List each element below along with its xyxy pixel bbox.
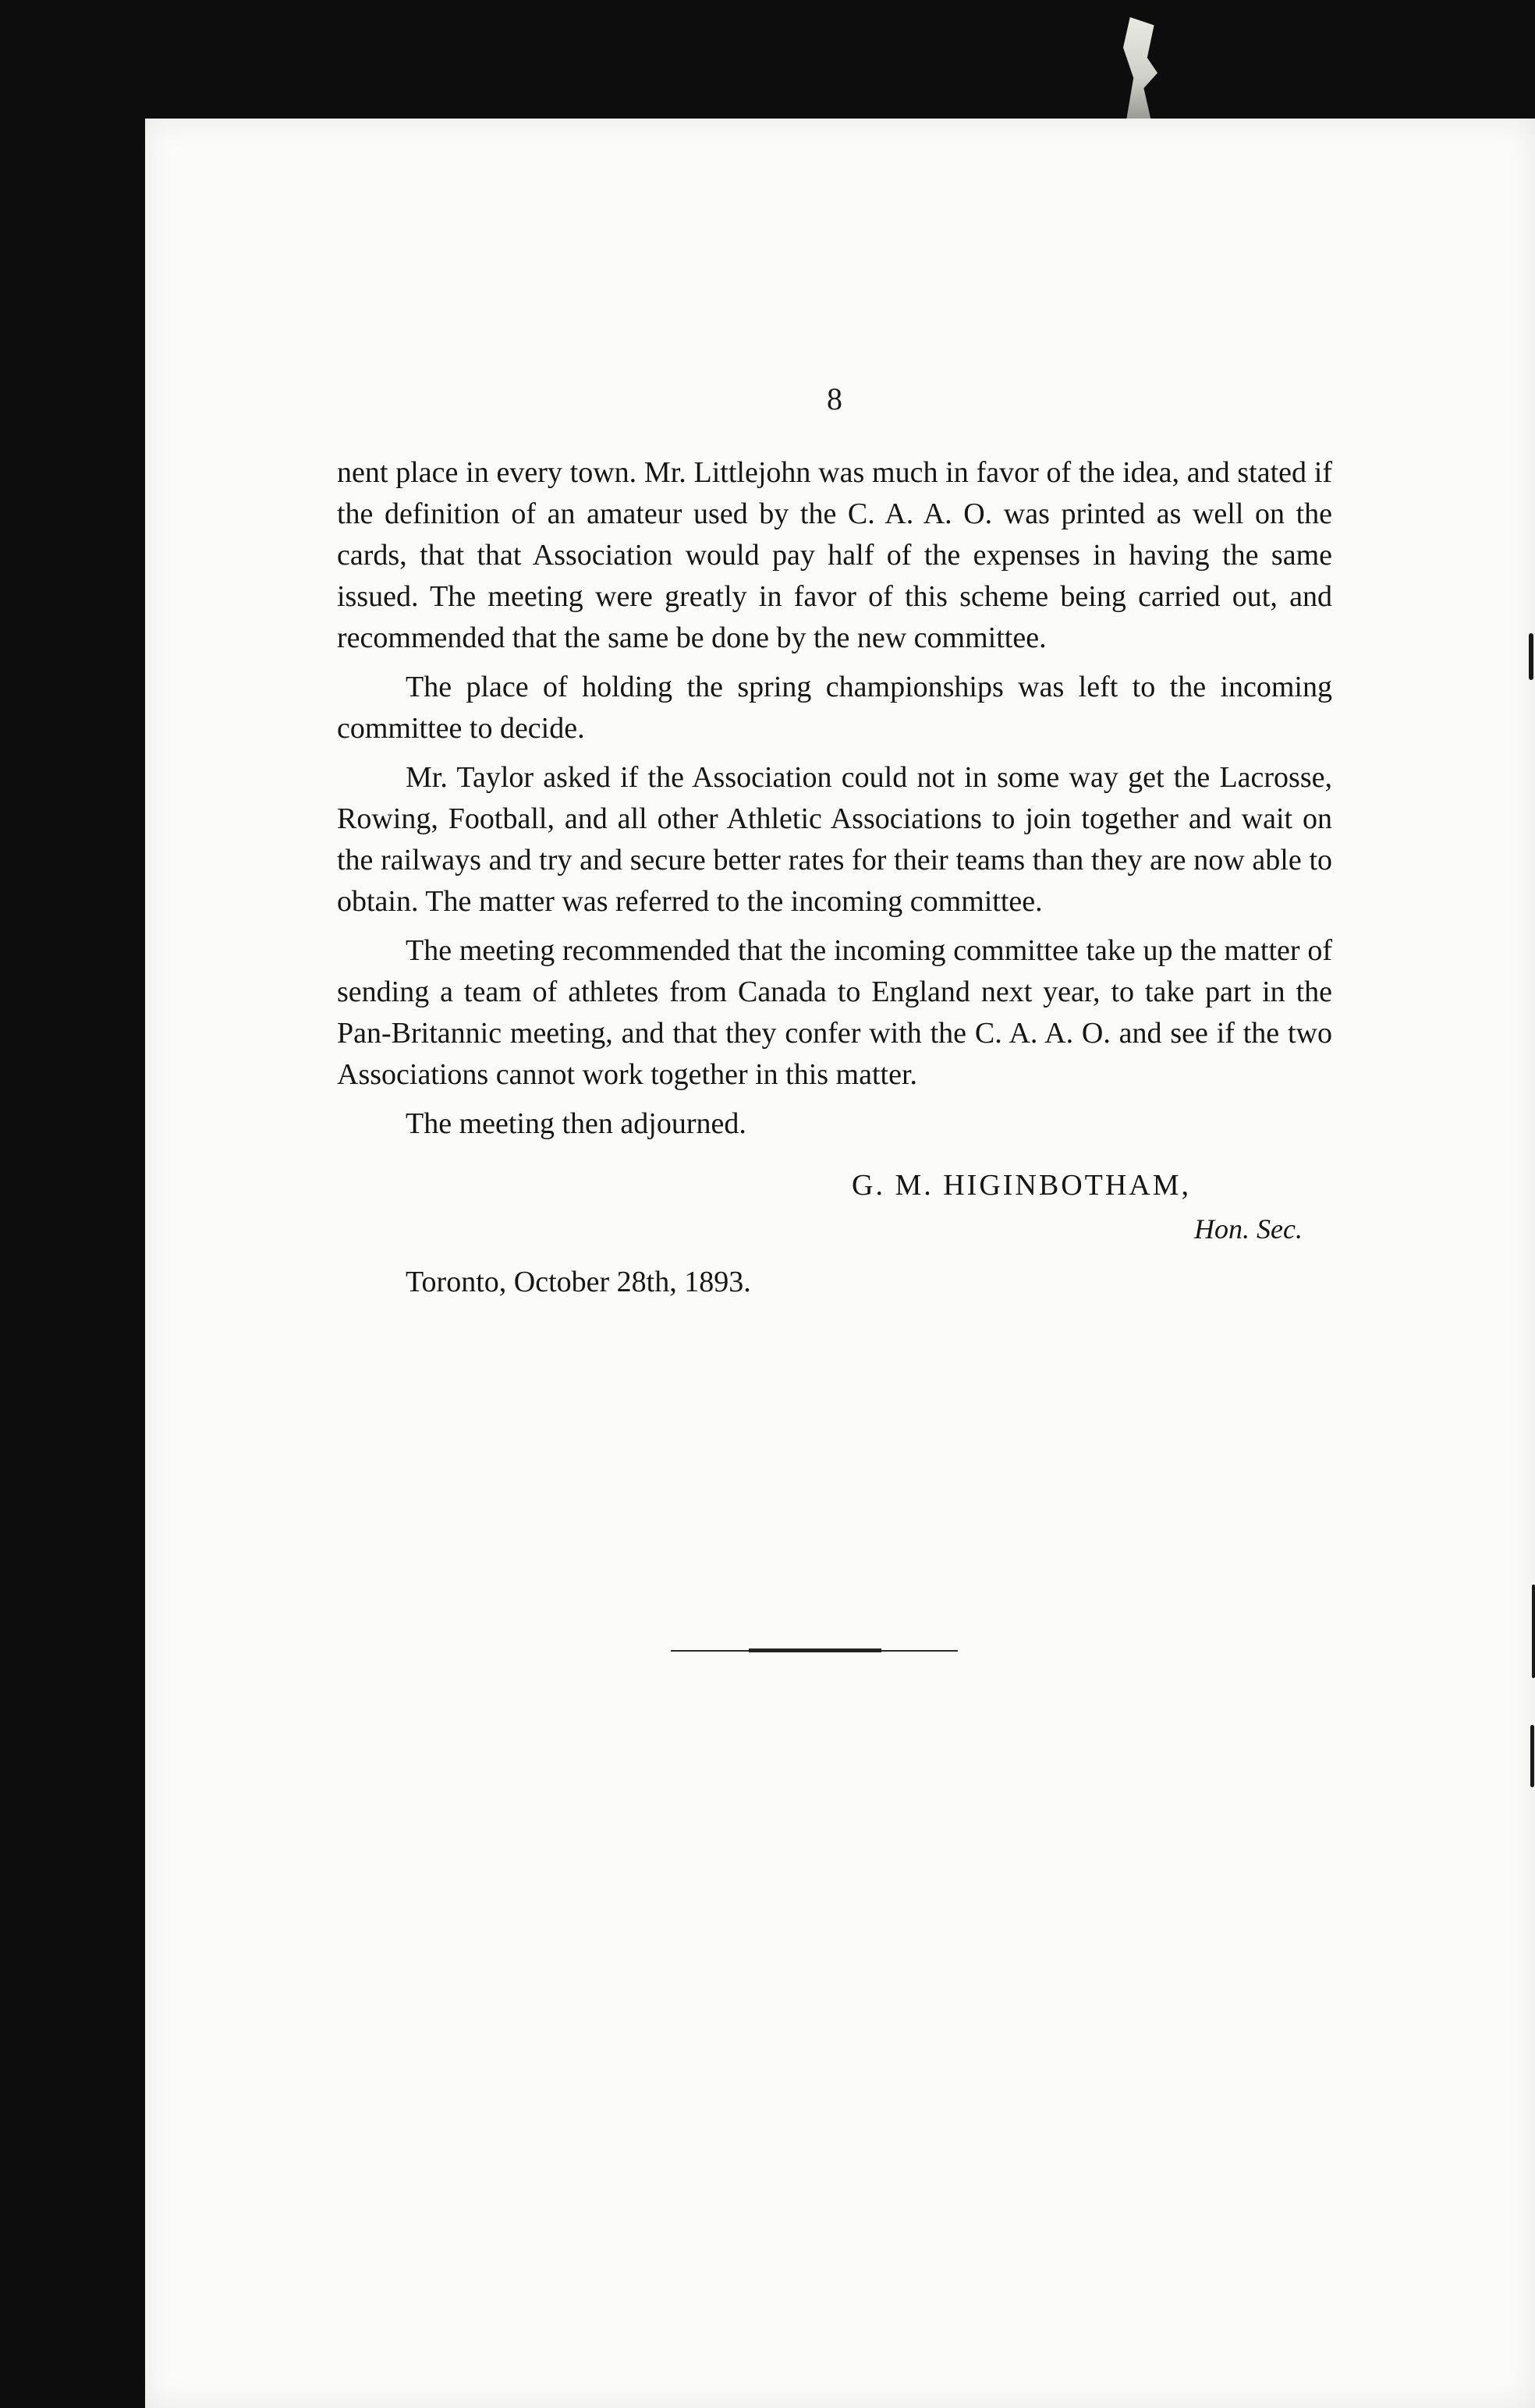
paragraph: Mr. Taylor asked if the Association could not in some way get the Lacrosse, Rowing, Football, and all other Athletic Associations to join together and wait on the railways and try and secure better rates for their teams than they are now able to obtain. The matter was referred to the incoming committee. xyxy=(337,761,1332,918)
paragraph: The meeting recommended that the incoming committee take up the matter of sending a team of athletes from Canada to England next year, to take part in the Pan-Britannic meeting, and that they confer with the C. A. A. O. and see if the two Associations cannot work together in this matter. xyxy=(337,934,1332,1091)
paragraph: The meeting then adjourned. xyxy=(406,1107,746,1140)
edge-artifact xyxy=(1529,633,1533,680)
page-number: 8 xyxy=(827,381,842,416)
edge-artifact xyxy=(1530,1725,1534,1787)
signatory-name: G. M. HIGINBOTHAM, xyxy=(852,1169,1192,1202)
edge-artifact xyxy=(1532,1585,1535,1678)
paragraph: nent place in every town. Mr. Littlejohn was much in favor of the idea, and stated if the definition of an amateur used by the C. A. A. O. was printed as well on the cards, that that Association would pay half of the expenses in having the same issued. The meeting were greatly in favor of this scheme being carried out, and recommended that the same be done by the new committee. xyxy=(337,456,1332,654)
signatory-title: Hon. Sec. xyxy=(1194,1213,1303,1245)
body-text xyxy=(337,452,1332,1311)
divider-rule-center xyxy=(749,1648,881,1652)
signature-block xyxy=(337,1165,1332,1259)
dateline: Toronto, October 28th, 1893. xyxy=(406,1266,751,1298)
paragraph: The place of holding the spring championships was left to the incoming committee to decide. xyxy=(337,671,1332,745)
